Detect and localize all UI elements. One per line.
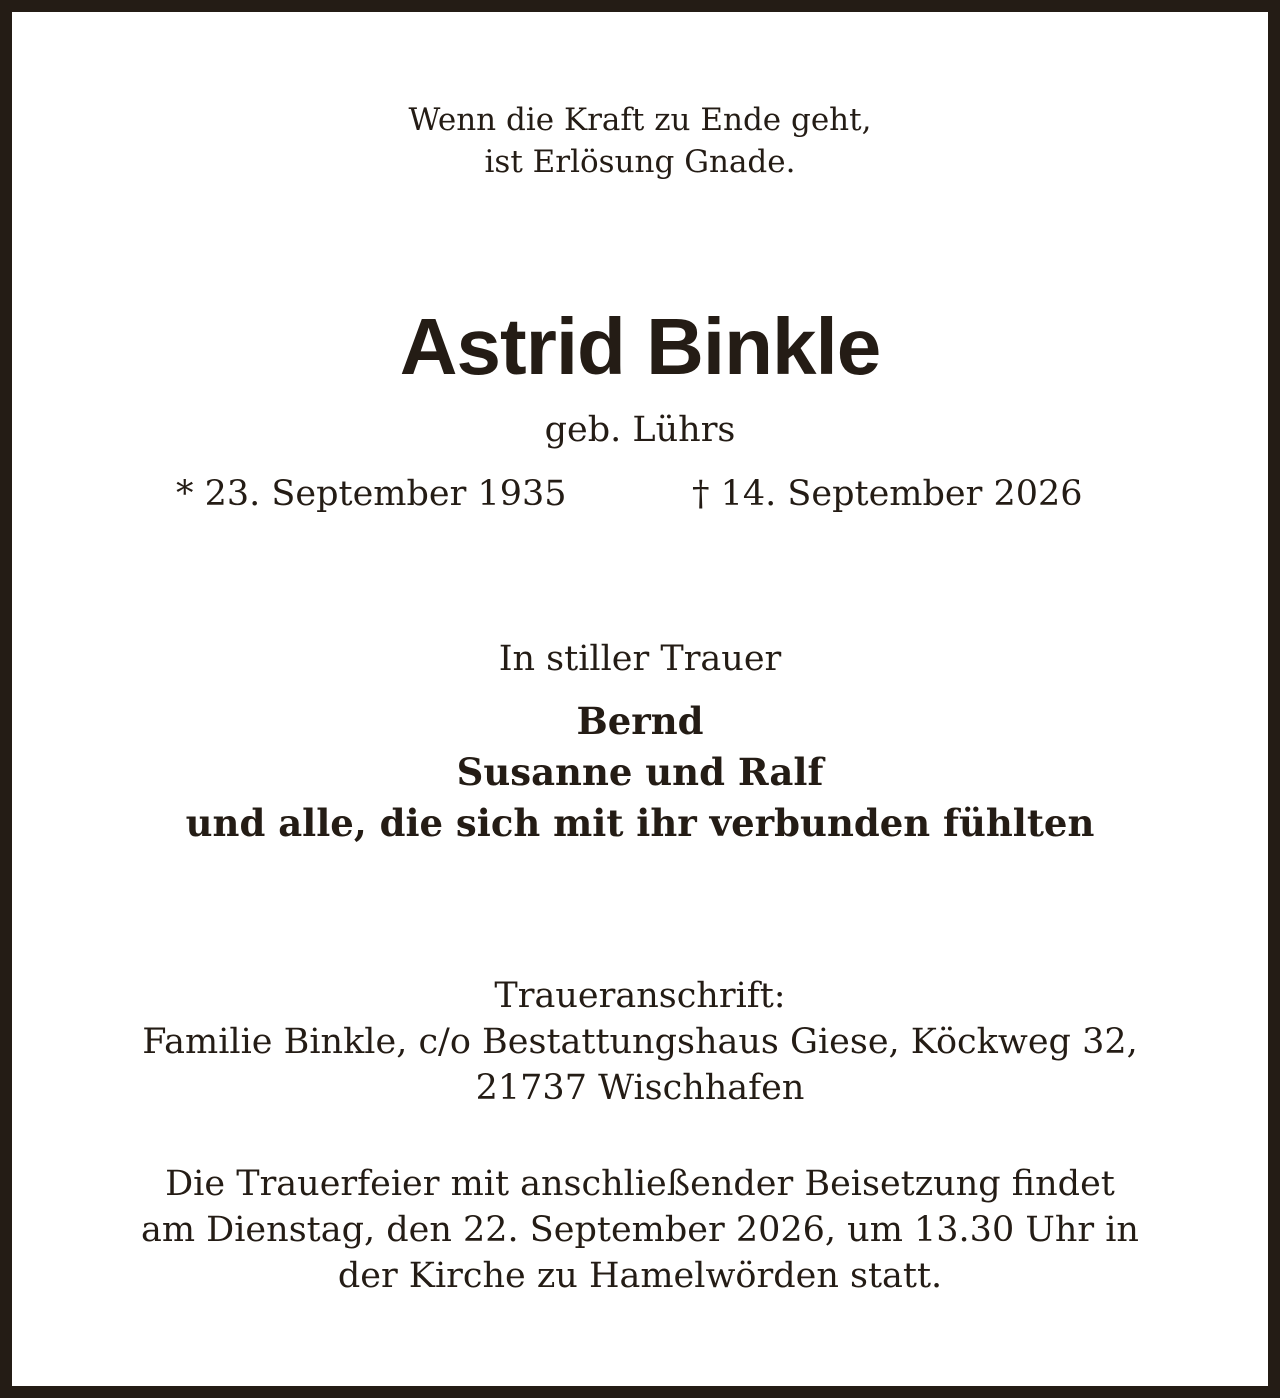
motto-line-1: Wenn die Kraft zu Ende geht, xyxy=(408,102,872,138)
ceremony-line-1: Die Trauerfeier mit anschließender Beisetzung findet xyxy=(165,1164,1115,1204)
mourning-intro: In stiller Trauer xyxy=(498,639,782,679)
birth-date: * 23. September 1935 xyxy=(176,474,567,514)
deceased-name: Astrid Binkle xyxy=(399,302,881,391)
mourner-line: Susanne und Ralf xyxy=(456,750,824,794)
ceremony-line-2: am Dienstag, den 22. September 2026, um 13.30 Uhr in xyxy=(141,1210,1139,1250)
mourner-line: und alle, die sich mit ihr verbunden fühlten xyxy=(185,801,1095,845)
mourner-line: Bernd xyxy=(576,699,704,743)
address-line-1: Familie Binkle, c/o Bestattungshaus Giese, Köckweg 32, xyxy=(142,1022,1138,1062)
maiden-name: geb. Lührs xyxy=(544,410,736,450)
motto-line-2: ist Erlösung Gnade. xyxy=(484,144,796,180)
death-date: † 14. September 2026 xyxy=(692,474,1083,514)
address-line-2: 21737 Wischhafen xyxy=(475,1068,805,1108)
ceremony-line-3: der Kirche zu Hamelwörden statt. xyxy=(337,1256,943,1296)
address-label: Traueranschrift: xyxy=(494,976,786,1016)
